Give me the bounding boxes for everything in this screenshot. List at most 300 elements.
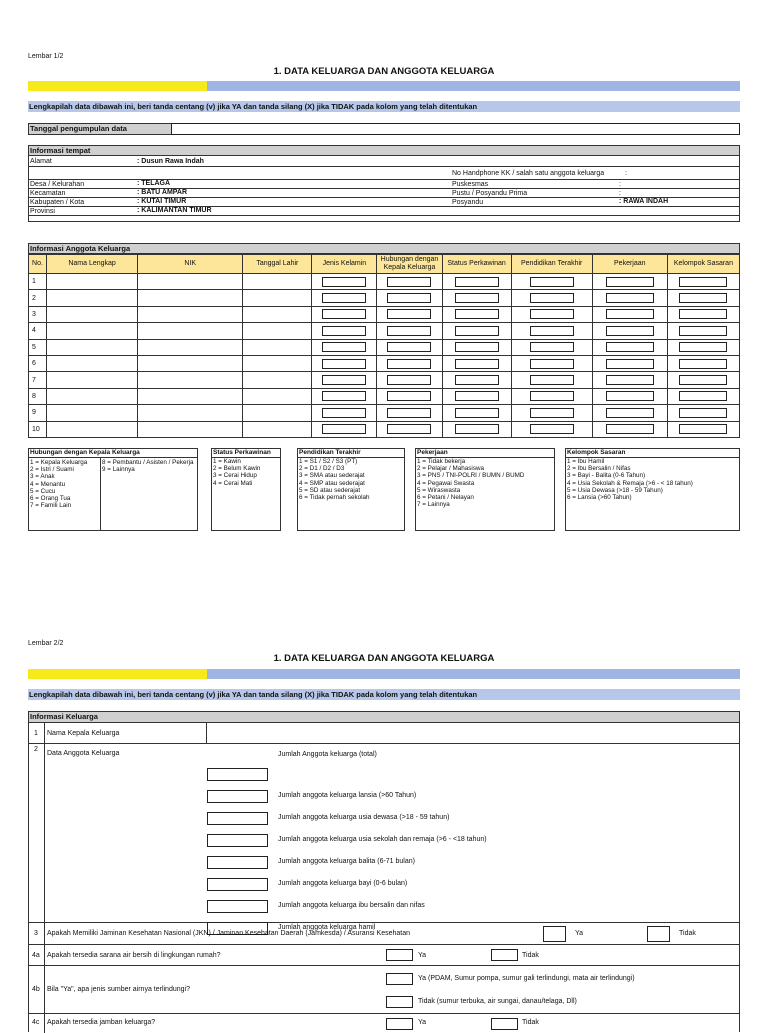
member-row-number: 8: [29, 388, 47, 404]
members-header: Informasi Anggota Keluarga: [28, 243, 740, 254]
cell-nik[interactable]: [138, 421, 243, 437]
cell-status: [442, 306, 511, 322]
q3-number: 3: [34, 930, 38, 937]
legend-pekerjaan-title: Pekerjaan: [416, 449, 554, 458]
member-row: [29, 388, 740, 404]
pustu-label: Pustu / Posyandu Prima: [452, 190, 528, 197]
kelompok-code-box[interactable]: [679, 408, 727, 418]
cell-pendidikan: [511, 339, 592, 355]
cell-status: [442, 355, 511, 371]
col-nama: Nama Lengkap: [47, 255, 138, 274]
cell-pekerjaan: [592, 323, 667, 339]
status-code-box[interactable]: [455, 359, 499, 369]
cell-jenis-kelamin: [312, 290, 377, 306]
col-status: Status Perkawinan: [442, 255, 511, 274]
pendidikan-code-box[interactable]: [530, 309, 574, 319]
cell-pendidikan: [511, 388, 592, 404]
kelompok-code-box[interactable]: [679, 375, 727, 385]
cell-pekerjaan: [592, 421, 667, 437]
kepala-keluarga-input[interactable]: [207, 724, 738, 742]
legend-item: 6 = Orang Tua: [30, 495, 71, 503]
cell-status: [442, 421, 511, 437]
member-row-number: 5: [29, 339, 47, 355]
q4c-yes-label: Ya: [418, 1019, 427, 1026]
legend-item: 8 = Pembantu / Asisten / Pekerja: [102, 459, 194, 466]
jenis-kelamin-code-box[interactable]: [322, 359, 366, 369]
q4a-no-box[interactable]: [491, 949, 518, 961]
cell-tanggal-lahir[interactable]: [243, 372, 312, 388]
puskesmas-value[interactable]: :: [619, 181, 621, 188]
cell-nik[interactable]: [138, 388, 243, 404]
cell-hubungan: [377, 355, 442, 371]
legend-item: 4 = Menantu: [30, 480, 66, 488]
kabupaten-value[interactable]: : KUTAI TIMUR: [137, 198, 187, 205]
pendidikan-code-box[interactable]: [530, 359, 574, 369]
pendidikan-code-box[interactable]: [530, 375, 574, 385]
q4c-number: 4c: [32, 1019, 40, 1026]
legend-item: 1 = Kawin: [213, 458, 241, 465]
pekerjaan-code-box[interactable]: [606, 424, 654, 434]
posyandu-label: Posyandu: [452, 199, 484, 206]
hubungan-code-box[interactable]: [387, 342, 431, 352]
instruction-text-2: Lengkapilah data dibawah ini, beri tanda centang (v) jika YA dan tanda silang (X) jika TIDAK pada kolom yang telah ditentukan: [28, 689, 740, 700]
legend-item: 2 = Belum Kawin: [213, 465, 261, 473]
cell-pekerjaan: [592, 274, 667, 290]
blue-bar: [207, 81, 740, 91]
cell-nama[interactable]: [47, 290, 138, 306]
instruction-text: Lengkapilah data dibawah ini, beri tanda centang (v) jika YA dan tanda silang (X) jika TIDAK pada kolom yang telah ditentukan: [28, 101, 740, 112]
cell-nama[interactable]: [47, 306, 138, 322]
cell-jenis-kelamin: [312, 372, 377, 388]
cell-jenis-kelamin: [312, 405, 377, 421]
cell-pendidikan: [511, 274, 592, 290]
q1-number: 1: [34, 730, 38, 737]
cell-tanggal-lahir[interactable]: [243, 323, 312, 339]
pendidikan-code-box[interactable]: [530, 293, 574, 303]
hubungan-code-box[interactable]: [387, 359, 431, 369]
pendidikan-code-box[interactable]: [530, 408, 574, 418]
cell-jenis-kelamin: [312, 339, 377, 355]
jenis-kelamin-code-box[interactable]: [322, 277, 366, 287]
q4b-number: 4b: [32, 986, 40, 993]
legend-item: 3 = Cerai Hidup: [213, 472, 257, 480]
cell-nama[interactable]: [47, 355, 138, 371]
provinsi-value[interactable]: : KALIMANTAN TIMUR: [137, 207, 212, 214]
cell-nik[interactable]: [138, 290, 243, 306]
legend-item: 4 = SMP atau sederajat: [299, 479, 365, 487]
cell-tanggal-lahir[interactable]: [243, 306, 312, 322]
legend-status: [211, 448, 281, 531]
kabupaten-label: Kabupaten / Kota: [30, 199, 85, 206]
legend-item: 2 = Ibu Bersalin / Nifas: [567, 465, 631, 473]
sheet-label-2: Lembar 2/2: [28, 640, 64, 647]
cell-jenis-kelamin: [312, 355, 377, 371]
cell-pendidikan: [511, 323, 592, 339]
legend-item: 4 = Cerai Mati: [213, 479, 253, 487]
cell-pekerjaan: [592, 355, 667, 371]
jenis-kelamin-code-box[interactable]: [322, 342, 366, 352]
pekerjaan-code-box[interactable]: [606, 359, 654, 369]
cell-nik[interactable]: [138, 405, 243, 421]
hp-label: No Handphone KK / salah satu anggota keluarga: [452, 170, 605, 177]
cell-status: [442, 405, 511, 421]
legend-item: 4 = Pegawai Swasta: [417, 479, 475, 487]
kelompok-code-box[interactable]: [679, 326, 727, 336]
pekerjaan-code-box[interactable]: [606, 309, 654, 319]
cell-pendidikan: [511, 355, 592, 371]
pekerjaan-code-box[interactable]: [606, 408, 654, 418]
kelompok-code-box[interactable]: [679, 277, 727, 287]
family-header: Informasi Keluarga: [28, 711, 740, 723]
legend-pendidikan: [297, 448, 405, 531]
member-row: [29, 421, 740, 437]
q4c-no-box[interactable]: [491, 1018, 518, 1030]
q3-yes-box[interactable]: [543, 926, 566, 942]
hubungan-code-box[interactable]: [387, 277, 431, 287]
cell-kelompok: [667, 290, 739, 306]
count-item-label: Jumlah anggota keluarga balita (6-71 bulan): [278, 858, 415, 865]
legend-item: 6 = Lansia (>60 Tahun): [567, 494, 632, 502]
cell-hubungan: [377, 405, 442, 421]
cell-nik[interactable]: [138, 323, 243, 339]
cell-nama[interactable]: [47, 323, 138, 339]
pendidikan-code-box[interactable]: [530, 342, 574, 352]
cell-nama[interactable]: [47, 405, 138, 421]
member-row: [29, 355, 740, 371]
cell-nama[interactable]: [47, 388, 138, 404]
cell-nama[interactable]: [47, 421, 138, 437]
cell-hubungan: [377, 421, 442, 437]
collection-date-input[interactable]: [171, 123, 740, 135]
col-tanggal-lahir: Tanggal Lahir: [243, 255, 312, 274]
member-row: [29, 405, 740, 421]
col-nik: NIK: [138, 255, 243, 274]
status-code-box[interactable]: [455, 277, 499, 287]
cell-kelompok: [667, 323, 739, 339]
kecamatan-value[interactable]: : BATU AMPAR: [137, 189, 188, 196]
kelompok-code-box[interactable]: [679, 359, 727, 369]
member-row-number: 3: [29, 306, 47, 322]
cell-kelompok: [667, 355, 739, 371]
q4a-no-label: Tidak: [522, 952, 539, 959]
q4b-opt1-label: Ya (PDAM, Sumur pompa, sumur gali terlindungi, mata air terlindungi): [418, 975, 635, 982]
members-table-header: [29, 255, 740, 274]
cell-pekerjaan: [592, 388, 667, 404]
members-table: [28, 254, 740, 438]
count-input-box[interactable]: [207, 790, 268, 803]
count-item-label: Jumlah anggota keluarga bayi (0-6 bulan): [278, 880, 408, 887]
col-no: No.: [29, 255, 47, 274]
pendidikan-code-box[interactable]: [530, 391, 574, 401]
cell-jenis-kelamin: [312, 306, 377, 322]
legend-item: 3 = SMA atau sederajat: [299, 472, 365, 480]
q3-no-label: Tidak: [679, 930, 696, 937]
member-row-number: 2: [29, 290, 47, 306]
q4c-no-label: Tidak: [522, 1019, 539, 1026]
cell-jenis-kelamin: [312, 323, 377, 339]
legend-item: 5 = Wiraswasta: [417, 486, 461, 494]
cell-pendidikan: [511, 372, 592, 388]
member-row: [29, 339, 740, 355]
jenis-kelamin-code-box[interactable]: [322, 391, 366, 401]
family-section: [28, 722, 740, 1032]
cell-hubungan: [377, 323, 442, 339]
count-item-label: Jumlah Anggota keluarga (total): [278, 751, 377, 758]
count-input-box[interactable]: [207, 812, 268, 825]
member-row-number: 6: [29, 355, 47, 371]
cell-tanggal-lahir[interactable]: [243, 290, 312, 306]
col-jenis-kelamin: Jenis Kelamin: [312, 255, 377, 274]
cell-kelompok: [667, 405, 739, 421]
q4b-label: Bila "Ya", apa jenis sumber airnya terlindungi?: [47, 986, 190, 993]
col-pendidikan: Pendidikan Terakhir: [511, 255, 592, 274]
legend-kelompok-title: Kelompok Sasaran: [566, 449, 739, 458]
yellow-bar: [28, 81, 207, 91]
pekerjaan-code-box[interactable]: [606, 391, 654, 401]
hubungan-code-box[interactable]: [387, 309, 431, 319]
cell-pekerjaan: [592, 339, 667, 355]
q3-yes-label: Ya: [575, 930, 584, 937]
count-input-box[interactable]: [207, 834, 268, 847]
jenis-kelamin-code-box[interactable]: [322, 375, 366, 385]
legend-hubungan: [28, 448, 198, 531]
jenis-kelamin-code-box[interactable]: [322, 424, 366, 434]
legend-item: 1 = Tidak bekerja: [417, 458, 466, 465]
legend-item: 2 = Pelajar / Mahasiswa: [417, 465, 485, 473]
cell-kelompok: [667, 339, 739, 355]
cell-pendidikan: [511, 405, 592, 421]
puskesmas-label: Puskesmas: [452, 181, 489, 188]
status-code-box[interactable]: [455, 342, 499, 352]
pekerjaan-code-box[interactable]: [606, 342, 654, 352]
pekerjaan-code-box[interactable]: [606, 293, 654, 303]
legend-item: 4 = Usia Sekolah & Remaja (>6 - < 18 tahun): [567, 479, 693, 487]
member-row-number: 9: [29, 405, 47, 421]
cell-kelompok: [667, 274, 739, 290]
hubungan-code-box[interactable]: [387, 326, 431, 336]
cell-hubungan: [377, 290, 442, 306]
cell-nik[interactable]: [138, 306, 243, 322]
q4a-number: 4a: [32, 952, 40, 959]
cell-hubungan: [377, 306, 442, 322]
cell-nik[interactable]: [138, 355, 243, 371]
legend-item: 5 = Usia Dewasa (>18 - 59 Tahun): [567, 486, 663, 494]
status-code-box[interactable]: [455, 375, 499, 385]
kelompok-code-box[interactable]: [679, 342, 727, 352]
legend-item: 9 = Lainnya: [102, 466, 135, 474]
q4b-opt2-box[interactable]: [386, 996, 413, 1008]
count-input-box[interactable]: [207, 900, 268, 913]
legend-item: 1 = Kepala Keluarga: [30, 459, 88, 466]
cell-tanggal-lahir[interactable]: [243, 388, 312, 404]
q4c-label: Apakah tersedia jamban keluarga?: [47, 1019, 156, 1026]
cell-tanggal-lahir[interactable]: [243, 274, 312, 290]
status-code-box[interactable]: [455, 326, 499, 336]
kecamatan-label: Kecamatan: [30, 190, 66, 197]
place-header: Informasi tempat: [28, 145, 740, 156]
legend-item: 1 = S1 / S2 / S3 (PT): [299, 458, 358, 465]
hubungan-code-box[interactable]: [387, 375, 431, 385]
cell-hubungan: [377, 372, 442, 388]
cell-nama[interactable]: [47, 372, 138, 388]
legend-pekerjaan: [415, 448, 555, 531]
cell-nik[interactable]: [138, 274, 243, 290]
q1-label: Nama Kepala Keluarga: [47, 730, 120, 737]
q2-label: Data Anggota Keluarga: [47, 750, 120, 757]
count-input-box[interactable]: [207, 768, 268, 781]
cell-status: [442, 290, 511, 306]
alamat-label: Alamat: [30, 158, 52, 165]
cell-status: [442, 339, 511, 355]
q4a-label: Apakah tersedia sarana air bersih di lingkungan rumah?: [47, 952, 221, 959]
count-input-box[interactable]: [207, 878, 268, 891]
pekerjaan-code-box[interactable]: [606, 326, 654, 336]
cell-status: [442, 372, 511, 388]
count-item-label: Jumlah anggota keluarga lansia (>60 Tahun): [278, 792, 417, 799]
hubungan-code-box[interactable]: [387, 391, 431, 401]
cell-pekerjaan: [592, 306, 667, 322]
member-row-number: 7: [29, 372, 47, 388]
legend-hubungan-title: Hubungan dengan Kepala Keluarga: [29, 449, 197, 458]
cell-hubungan: [377, 339, 442, 355]
cell-nama[interactable]: [47, 274, 138, 290]
col-kelompok: Kelompok Sasaran: [667, 255, 739, 274]
form-title-2: 1. DATA KELUARGA DAN ANGGOTA KELUARGA: [273, 653, 495, 664]
member-row: [29, 372, 740, 388]
q4a-yes-box[interactable]: [386, 949, 413, 961]
legend-item: 7 = Lainnya: [417, 501, 450, 509]
legend-item: 1 = Ibu Hamil: [567, 458, 605, 465]
count-item-label: Jumlah anggota keluarga hamil: [278, 924, 376, 931]
desa-label: Desa / Kelurahan: [30, 181, 85, 188]
count-item-label: Jumlah anggota keluarga usia sekolah dan remaja (>6 - <18 tahun): [278, 836, 487, 843]
yellow-bar-2: [28, 669, 207, 679]
member-row-number: 10: [29, 421, 47, 437]
kelompok-code-box[interactable]: [679, 424, 727, 434]
posyandu-value[interactable]: : RAWA INDAH: [619, 198, 669, 205]
cell-nik[interactable]: [138, 339, 243, 355]
q4a-yes-label: Ya: [418, 952, 427, 959]
cell-pendidikan: [511, 421, 592, 437]
status-code-box[interactable]: [455, 391, 499, 401]
provinsi-label: Provinsi: [30, 208, 55, 215]
cell-kelompok: [667, 372, 739, 388]
jenis-kelamin-code-box[interactable]: [322, 326, 366, 336]
member-row: [29, 323, 740, 339]
sheet-label-1: Lembar 1/2: [28, 53, 64, 60]
legend-kelompok: [565, 448, 740, 531]
blue-bar-2: [207, 669, 740, 679]
member-row-number: 4: [29, 323, 47, 339]
cell-status: [442, 274, 511, 290]
q4b-opt1-box[interactable]: [386, 973, 413, 985]
count-item-label: Jumlah anggota keluarga usia dewasa (>18 - 59 tahun): [278, 814, 450, 821]
cell-tanggal-lahir[interactable]: [243, 421, 312, 437]
kelompok-code-box[interactable]: [679, 293, 727, 303]
jenis-kelamin-code-box[interactable]: [322, 309, 366, 319]
kelompok-code-box[interactable]: [679, 391, 727, 401]
cell-status: [442, 388, 511, 404]
hubungan-code-box[interactable]: [387, 408, 431, 418]
legend-item: 2 = D1 / D2 / D3: [299, 465, 345, 473]
cell-pekerjaan: [592, 372, 667, 388]
form-title-1: 1. DATA KELUARGA DAN ANGGOTA KELUARGA: [273, 66, 495, 77]
status-code-box[interactable]: [455, 408, 499, 418]
cell-nik[interactable]: [138, 372, 243, 388]
legend-status-title: Status Perkawinan: [212, 449, 280, 458]
cell-status: [442, 323, 511, 339]
status-code-box[interactable]: [455, 424, 499, 434]
legend-item: 6 = Tidak pernah sekolah: [299, 494, 370, 502]
cell-tanggal-lahir[interactable]: [243, 405, 312, 421]
pustu-value[interactable]: :: [619, 190, 621, 197]
pendidikan-code-box[interactable]: [530, 424, 574, 434]
q2-number: 2: [34, 746, 38, 753]
member-row: [29, 290, 740, 306]
hubungan-code-box[interactable]: [387, 424, 431, 434]
cell-kelompok: [667, 306, 739, 322]
legend-item: 3 = PNS / TNI-POLRI / BUMN / BUMD: [417, 472, 525, 480]
cell-jenis-kelamin: [312, 388, 377, 404]
legend-item: 7 = Famili Lain: [30, 502, 72, 510]
count-input-box[interactable]: [207, 856, 268, 869]
member-row: [29, 274, 740, 290]
alamat-value[interactable]: : Dusun Rawa Indah: [137, 158, 204, 165]
cell-kelompok: [667, 421, 739, 437]
hp-value[interactable]: :: [625, 170, 627, 177]
col-pekerjaan: Pekerjaan: [592, 255, 667, 274]
cell-tanggal-lahir[interactable]: [243, 355, 312, 371]
cell-pekerjaan: [592, 290, 667, 306]
pekerjaan-code-box[interactable]: [606, 375, 654, 385]
legend-item: 5 = Cucu: [30, 487, 56, 495]
status-code-box[interactable]: [455, 309, 499, 319]
legend-pendidikan-title: Pendidikan Terakhir: [298, 449, 404, 458]
cell-hubungan: [377, 274, 442, 290]
cell-pendidikan: [511, 290, 592, 306]
cell-jenis-kelamin: [312, 421, 377, 437]
legend-item: 3 = Bayi - Balita (0-6 Tahun): [567, 472, 646, 480]
legend-item: 5 = SD atau sederajat: [299, 486, 361, 494]
q4c-yes-box[interactable]: [386, 1018, 413, 1030]
legend-item: 3 = Anak: [30, 473, 55, 481]
legend-item: 6 = Petani / Nelayan: [417, 494, 474, 502]
count-item-label: Jumlah anggota keluarga ibu bersalin dan nifas: [278, 902, 425, 909]
pendidikan-code-box[interactable]: [530, 326, 574, 336]
pekerjaan-code-box[interactable]: [606, 277, 654, 287]
member-row-number: 1: [29, 274, 47, 290]
hubungan-code-box[interactable]: [387, 293, 431, 303]
cell-tanggal-lahir[interactable]: [243, 339, 312, 355]
q4b-opt2-label: Tidak (sumur terbuka, air sungai, danau/telaga, Dll): [418, 998, 577, 1005]
cell-pekerjaan: [592, 405, 667, 421]
cell-nama[interactable]: [47, 339, 138, 355]
cell-pendidikan: [511, 306, 592, 322]
legend-item: 2 = Istri / Suami: [30, 466, 74, 474]
jenis-kelamin-code-box[interactable]: [322, 293, 366, 303]
desa-value[interactable]: : TELAGA: [137, 180, 171, 187]
kelompok-code-box[interactable]: [679, 309, 727, 319]
place-section: [28, 155, 740, 222]
jenis-kelamin-code-box[interactable]: [322, 408, 366, 418]
cell-kelompok: [667, 388, 739, 404]
member-row: [29, 306, 740, 322]
q3-no-box[interactable]: [647, 926, 670, 942]
status-code-box[interactable]: [455, 293, 499, 303]
pendidikan-code-box[interactable]: [530, 277, 574, 287]
q3-label: Apakah Memiliki Jaminan Kesehatan Nasional (JKN) / Jaminan Kesehatan Daerah (Jamkesda) / Asuransi Kesehatan: [47, 930, 411, 937]
col-hubungan: Hubungan dengan Kepala Keluarga: [377, 255, 442, 274]
